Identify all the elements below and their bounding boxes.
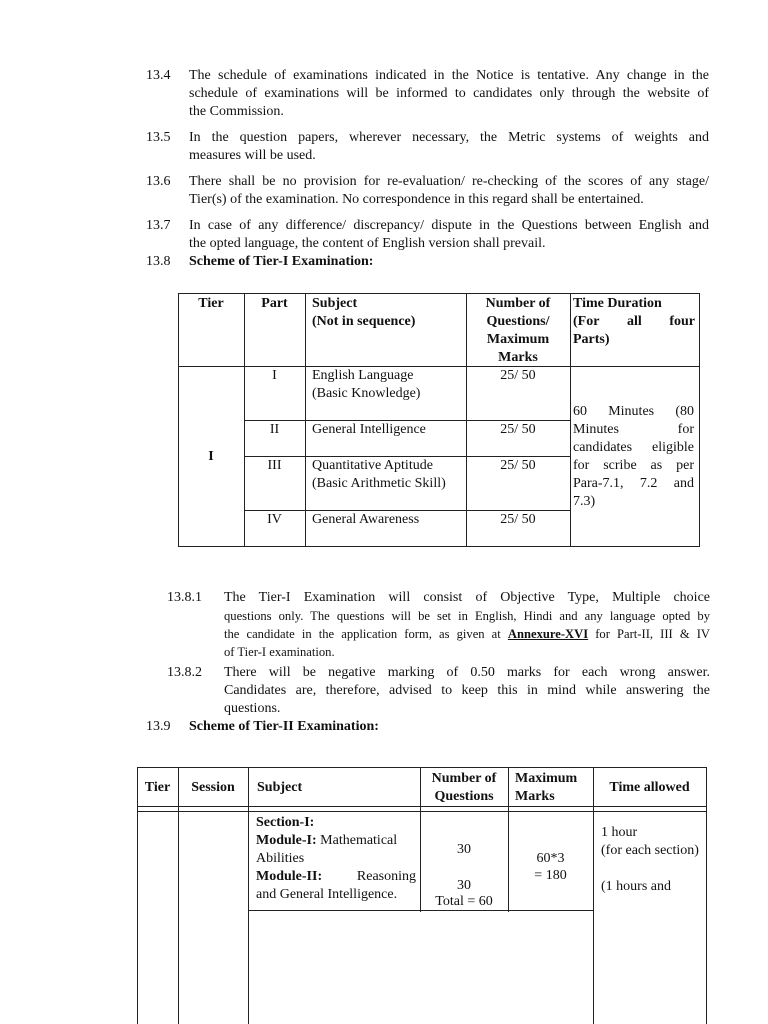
marks-cell: 25/ 50 [500,458,536,473]
paragraph-line: There will be negative marking of 0.50 marks for each wrong answer. [224,665,710,680]
paragraph-line: The schedule of examinations indicated in the Notice is tentative. Any change in the [189,68,709,83]
section-number: 13.9 [146,719,171,734]
part-cell: II [269,422,280,437]
paragraph-line: Candidates are, therefore, advised to keep this in mind while answering the [224,683,710,698]
subject-cell: English Language (Basic Knowledge) [312,368,421,401]
subject-cell: Section-I: Module-I: Mathematical Abilities Module-II: Reasoning and General Intelligence. [256,815,416,902]
annexure-link[interactable]: Annexure-XVI [507,627,589,641]
tier-value: I [208,449,214,464]
header-number-of-questions: Number of Questions/ Maximum Marks [485,296,551,365]
part-cell: IV [267,512,282,527]
header-maximum-marks: Maximum Marks [515,771,578,804]
paragraph-line: Tier(s) of the examination. No correspondence in this regard shall be entertained. [189,192,644,207]
header-subject: Subject (Not in sequence) [312,296,416,329]
header-number-of-questions: Number of Questions [431,771,497,804]
paragraph-line: questions. [224,701,281,716]
header-subject: Subject [257,780,303,795]
marks-cell: 25/ 50 [500,512,536,527]
marks-cell: = 180 [534,868,567,883]
section-number: 13.6 [146,174,171,189]
section-number: 13.8 [146,254,171,269]
header-tier: Tier [198,296,224,311]
time-cell: (for each section) [601,843,699,858]
section-heading: Scheme of Tier-I Examination: [189,254,374,269]
paragraph-line: In case of any difference/ discrepancy/ dispute in the Questions between English and [189,218,709,233]
header-tier: Tier [144,780,171,795]
marks-cell: 25/ 50 [500,422,536,437]
marks-cell: 25/ 50 [500,368,536,383]
paragraph-line: of Tier-I examination. [224,645,335,659]
questions-cell: 30 [457,878,471,893]
paragraph-line: the Commission. [189,104,284,119]
questions-total: Total = 60 [435,894,493,909]
time-cell: (1 hours and [601,879,671,894]
paragraph-line: measures will be used. [189,148,316,163]
header-part: Part [261,296,288,311]
header-time-allowed: Time allowed [609,780,690,795]
questions-cell: 30 [457,842,471,857]
paragraph-line: the candidate in the application form, as given at Annexure-XVI for Part-II, III & IV [224,627,711,641]
header-time-duration: Time Duration (For all four Parts) [573,296,695,347]
header-session: Session [191,780,235,795]
time-cell: 1 hour [601,825,638,840]
subject-cell: General Awareness [312,512,420,527]
subject-cell: General Intelligence [312,422,426,437]
section-number: 13.4 [146,68,171,83]
paragraph-line: The Tier-I Examination will consist of Objective Type, Multiple choice [224,590,710,605]
part-cell: III [267,458,282,473]
time-duration-cell: 60 Minutes (80 Minutes for candidates eligible for scribe as per Para-7.1, 7.2 and 7.3) [573,404,694,509]
paragraph-line: the opted language, the content of English version shall prevail. [189,236,546,251]
section-number: 13.7 [146,218,171,233]
subject-cell: Quantitative Aptitude (Basic Arithmetic Skill) [312,458,446,491]
part-cell: I [272,368,277,383]
paragraph-line: In the question papers, wherever necessary, the Metric systems of weights and [189,130,709,145]
marks-cell: 60*3 [536,851,565,866]
paragraph-line: There shall be no provision for re-evaluation/ re-checking of the scores of any stage/ [189,174,709,189]
section-number: 13.8.1 [167,590,202,605]
paragraph-line: questions only. The questions will be set in English, Hindi and any language opted by [224,609,710,623]
section-heading: Scheme of Tier-II Examination: [189,719,379,734]
section-number: 13.8.2 [167,665,202,680]
paragraph-line: schedule of examinations will be informed to candidates only through the website of [189,86,709,101]
section-number: 13.5 [146,130,171,145]
